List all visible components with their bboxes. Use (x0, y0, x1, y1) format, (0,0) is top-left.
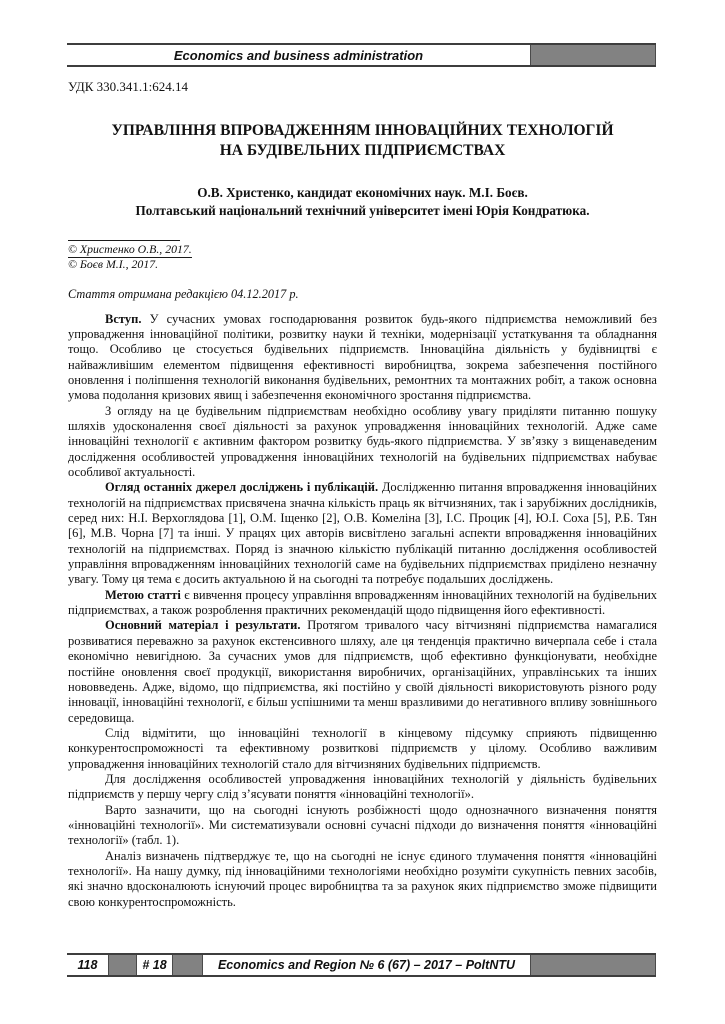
article-title-line2: НА БУДІВЕЛЬНИХ ПІДПРИЄМСТВАХ (219, 142, 506, 159)
paragraph-lead: Огляд останніх джерел досліджень і публікацій. (105, 480, 382, 495)
copyright-block (68, 240, 657, 272)
paragraph (68, 849, 657, 910)
received-date-line: Стаття отримана редакцією 04.12.2017 р. (68, 286, 299, 301)
paragraph-sources-review (68, 480, 657, 587)
footer-page-number: 118 (67, 955, 108, 975)
article-content (68, 79, 657, 910)
paragraph-lead: Основний матеріал і результати. (105, 618, 308, 633)
paragraph (68, 404, 657, 481)
paragraph-lead: Метою статті (105, 587, 185, 602)
copyright-separator (68, 240, 180, 241)
paragraph-text: У сучасних умовах господарювання розвиток будь-якого підприємства неможливий без упровадження інноваційної політики, розвитку науки й техніки, модернізації устаткування та обладнання тощо. Особливо це стосується будівельних підприємств. Інноваційна діяльність у будівництві є найважливішим елементом підвищення ефективності виробництва, зокрема забезпечення постійного оновлення і поліпшення технологій виконання будівельних, ремонтних та монтажних робіт, а також основна умова подолання кризових явищ і забезпечення економічного зростання підприємства. (68, 311, 657, 403)
running-header-title-cell (67, 45, 530, 65)
affiliation-line: Полтавський національний технічний університет імені Юрія Кондратюка. (135, 202, 590, 218)
paragraph-text: Слід відмітити, що інноваційні технології в кінцевому підсумку сприяють підвищенню конкурентоспроможності та ефективному розвиткові підприємств у цілому. Особливо важливим упровадження інноваційних технологій стало для вітчизняних будівельних підприємств. (68, 725, 657, 771)
copyright-line-1: © Христенко О.В., 2017. (68, 242, 192, 256)
authors-block (68, 184, 657, 219)
paragraph-text: Для дослідження особливостей упровадження інноваційних технологій у діяльність будівельних підприємств у першу чергу слід з’ясувати поняття «інноваційні технології». (68, 771, 657, 802)
article-title-line1: УПРАВЛІННЯ ВПРОВАДЖЕННЯМ ІННОВАЦІЙНИХ ТЕХНОЛОГІЙ (111, 122, 614, 139)
paragraph-text: Протягом тривалого часу вітчизняні підприємства намагалися розвиватися переважно за рахунок екстенсивного шляху, але ця тенденція практично вичерпала себе і стала економічно невигідною. За сучасних умов для підприємств, щоб ефективно функціонувати, необхідне постійне оновлення своєї продукції, використання виробничих, організаційних, управлінських та інших нововведень. Адже, відомо, що підприємства, які постійно у своїй діяльності використовують різного роду інновації, інноваційні технології, є більш успішними та менш вразливими до негативного впливу зовнішнього середовища. (68, 618, 657, 725)
footer-journal-title: Economics and Region № 6 (67) – 2017 – PoltNTU (203, 955, 530, 975)
paragraph-text: є вивчення процесу управління впровадженням інноваційних технологій на будівельних підприємствах, а також розроблення практичних рекомендацій щодо підвищення його ефективності. (68, 587, 658, 618)
paragraph-text: Аналіз визначень підтверджує те, що на сьогодні не існує єдиного тлумачення поняття «інноваційні технології». На нашу думку, під інноваційними технологіями необхідно розуміти сукупність певних засобів, які значно вдосконалюють існуючий процес виробництва та за рахунок яких підприємство зможе підвищити свою конкурентоспроможність. (68, 848, 657, 909)
udc-code: УДК 330.341.1:624.14 (68, 79, 189, 94)
copyright-line-2: © Боєв М.І., 2017. (68, 256, 159, 271)
paragraph (68, 772, 657, 803)
paragraph-lead: Вступ. (105, 311, 150, 326)
paragraph-text: Варто зазначити, що на сьогодні існують розбіжності щодо однозначного визначення поняття «інноваційні технології». Ми систематизували основні сучасні підходи до визначення поняття «інноваційні технології» (табл. 1). (68, 802, 657, 848)
paragraph (68, 726, 657, 772)
paragraph (68, 803, 657, 849)
footer-gray-block (108, 955, 137, 975)
footer-gray-block (530, 955, 656, 975)
running-header (67, 43, 656, 67)
paragraph-intro (68, 312, 657, 404)
footer-issue-number: # 18 (137, 955, 172, 975)
paragraph-text: З огляду на це будівельним підприємствам необхідно особливу увагу приділяти питанню пошуку шляхів удосконалення своєї діяльності за рахунок упровадження інноваційних технологій. Адже саме інноваційні технології є активним фактором розвитку будь-якого підприємства. У зв’язку з вищенаведеним дослідження особливостей упровадження інноваційних технологій на будівельних підприємствах набуває особливої актуальності. (68, 403, 657, 480)
running-header-title: Economics and business administration (173, 47, 424, 63)
footer-bar (67, 953, 656, 977)
article-body (68, 312, 657, 910)
paragraph-text: Дослідженню питання впровадження інноваційних технологій на підприємствах присвячена значна кількість праць як вітчизняних, так і зарубіжних дослідників, серед них: Н.І. Верхоглядова [1], О.М. Іщенко [2], О.В. Комеліна [3], І.С. Процик [4], Ю.І. Соха [5], Р.Б. Тян [6], М.В. Чорна [7] та інші. У працях цих авторів висвітлено загальні аспекти впровадження інноваційних технологій на підприємствах. Поряд із значною кількістю публікацій питанню дослідження особливостей управління впровадженням інноваційних технологій саме на будівельних підприємствах приділено незначну увагу. Тому ця тема є досить актуальною й на сьогодні та потребує подальших досліджень. (68, 480, 657, 587)
authors-line: О.В. Христенко, кандидат економічних наук. М.І. Боєв. (197, 185, 528, 200)
paragraph-goal (68, 588, 657, 619)
running-header-gray-block (530, 45, 656, 65)
article-title (68, 121, 657, 161)
paragraph-main-material (68, 618, 657, 725)
footer-gray-block (172, 955, 203, 975)
